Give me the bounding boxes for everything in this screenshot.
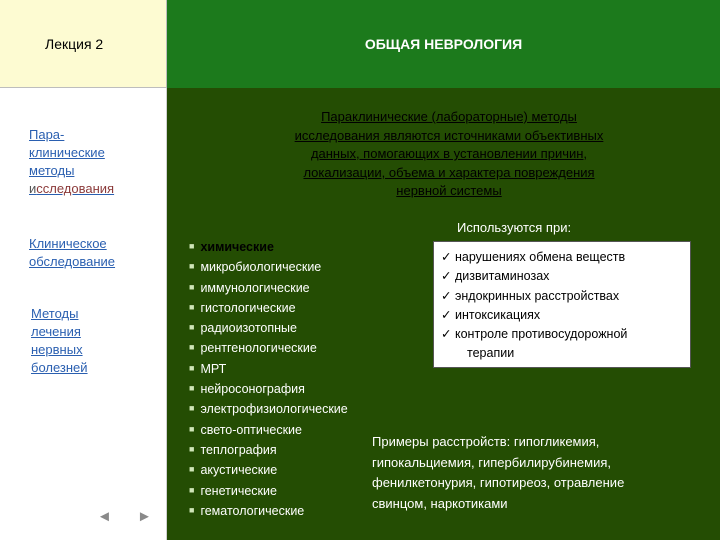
nav-link-text: болезней — [31, 360, 88, 375]
prev-slide-arrow-icon[interactable]: ◄ — [97, 508, 112, 525]
bullet-icon: ■ — [189, 403, 195, 414]
nav-link-text: Пара- — [29, 127, 65, 142]
check-icon: ✓ — [441, 288, 452, 303]
definition-line: исследования являются источниками объективных — [294, 127, 604, 143]
check-icon: ✓ — [441, 250, 452, 264]
list-item — [441, 306, 690, 325]
nav-link-text: нервных — [31, 342, 83, 357]
condition-label: нарушениях обмена веществ — [455, 250, 626, 264]
method-label: микробиологические — [200, 260, 322, 275]
method-label: гематологические — [200, 503, 305, 518]
nav-link-text: клинические — [29, 145, 105, 160]
bullet-icon: ■ — [189, 342, 195, 353]
bullet-icon: ■ — [189, 504, 195, 515]
definition-line: Параклинические (лабораторные) методы — [321, 109, 577, 124]
bullet-icon: ■ — [189, 301, 195, 312]
method-label: МРТ — [200, 361, 227, 376]
nav-link-treatment-methods[interactable] — [31, 305, 88, 377]
nav-link-text: Клиническое — [29, 236, 107, 251]
nav-link-text: обследование — [29, 254, 116, 269]
condition-continuation: терапии — [467, 346, 515, 361]
examples-line: Примеры расстройств: гипогликемия, — [372, 434, 600, 449]
bullet-icon: ■ — [189, 484, 195, 495]
used-label: Используются при: — [457, 220, 572, 235]
list-item — [189, 298, 348, 318]
check-icon: ✓ — [441, 327, 452, 342]
methods-list — [189, 237, 348, 521]
list-item — [441, 325, 690, 344]
bullet-icon: ■ — [189, 362, 195, 373]
method-label: акустические — [200, 463, 278, 478]
list-item — [189, 420, 348, 440]
list-item — [189, 318, 348, 338]
bullet-icon: ■ — [189, 241, 195, 251]
nav-link-paraclinical-methods[interactable] — [29, 126, 114, 198]
next-slide-arrow-icon[interactable]: ► — [137, 508, 152, 525]
condition-label: интоксикациях — [455, 307, 541, 322]
list-item — [441, 248, 690, 267]
condition-label: дизвитаминозах — [455, 269, 550, 284]
list-item — [189, 257, 348, 277]
list-item — [189, 359, 348, 379]
main-content — [167, 88, 720, 540]
list-item — [189, 481, 348, 501]
condition-label: контроле противосудорожной — [455, 327, 628, 342]
list-item — [441, 267, 690, 286]
nav-link-text: Методы — [31, 306, 79, 321]
method-label: нейросонография — [200, 382, 305, 397]
list-item — [189, 237, 348, 257]
bullet-icon: ■ — [189, 464, 195, 475]
bullet-icon: ■ — [189, 322, 195, 333]
method-label: электрофизиологические — [200, 402, 348, 417]
header-bar — [167, 0, 720, 88]
list-item — [189, 338, 348, 358]
check-icon: ✓ — [441, 269, 452, 284]
examples-text — [372, 432, 702, 514]
method-label: иммунологические — [200, 280, 310, 295]
examples-line: гипокальциемия, гипербилирубинемия, — [372, 454, 611, 470]
method-label: теплография — [200, 442, 277, 457]
bullet-icon: ■ — [189, 443, 195, 454]
list-item — [189, 379, 348, 399]
bullet-icon: ■ — [189, 261, 195, 272]
nav-link-text: и — [29, 181, 37, 196]
method-label: гистологические — [200, 300, 296, 315]
lecture-label: Лекция 2 — [45, 36, 104, 52]
definition-text — [219, 108, 679, 201]
bullet-icon: ■ — [189, 423, 195, 434]
definition-line: данных, помогающих в установлении причин, — [310, 146, 588, 161]
lecture-box — [0, 0, 167, 88]
list-item — [189, 399, 348, 419]
list-item — [441, 287, 690, 306]
page-title: ОБЩАЯ НЕВРОЛОГИЯ — [364, 36, 523, 52]
bullet-icon: ■ — [189, 383, 195, 394]
method-label: рентгенологические — [200, 341, 317, 356]
sidebar — [0, 88, 167, 540]
condition-label: эндокринных расстройствах — [455, 288, 620, 303]
method-label: свето-оптические — [200, 422, 302, 437]
method-label: генетические — [200, 483, 277, 498]
nav-link-clinical-examination[interactable] — [29, 235, 115, 271]
method-label: химические — [200, 240, 274, 254]
definition-line: нервной системы — [396, 183, 502, 198]
nav-link-text-current: сследования — [36, 181, 115, 196]
method-label: радиоизотопные — [200, 321, 297, 336]
bullet-icon: ■ — [189, 281, 195, 292]
list-item — [189, 460, 348, 480]
definition-line: локализации, объема и характера повреждения — [303, 164, 595, 180]
used-conditions-box — [433, 241, 691, 368]
list-item — [189, 440, 348, 460]
nav-link-text: лечения — [31, 324, 81, 339]
list-item — [189, 278, 348, 298]
examples-line: фенилкетонурия, гипотиреоз, отравление — [372, 475, 625, 490]
examples-line: свинцом, наркотиками — [372, 495, 508, 511]
nav-link-text: методы — [29, 163, 75, 178]
list-item — [189, 501, 348, 521]
check-icon: ✓ — [441, 307, 452, 322]
